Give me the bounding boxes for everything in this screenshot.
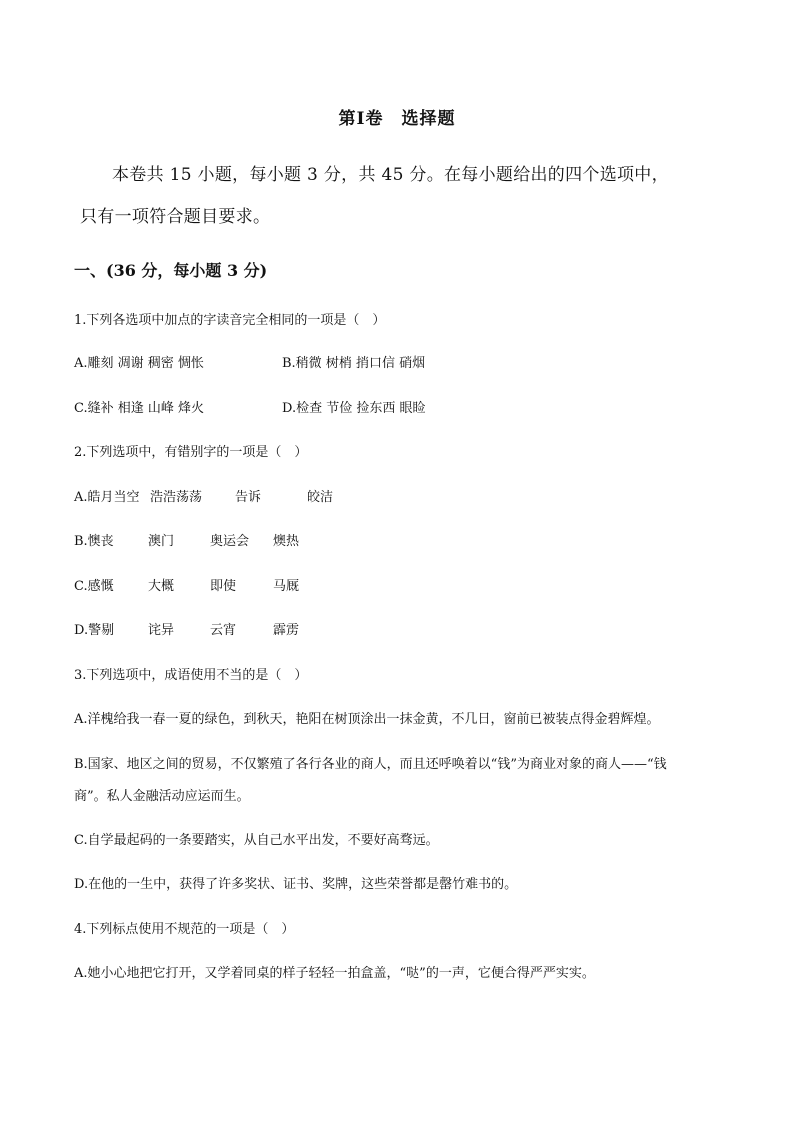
q2-a-word-4: 皎洁 [307,490,334,505]
question-3-stem: 3.下列选项中，成语使用不当的是（ ） [74,668,308,683]
q2-a-word-2: 浩浩荡荡 [150,490,203,505]
q2-b-word-3: 奥运会 [210,534,250,549]
q1-option-a: A.雕刻 凋谢 稠密 惆怅 [74,356,204,371]
q2-b-word-2: 澳门 [148,534,175,549]
q1-option-d: D.检查 节俭 捡东西 眼睑 [282,401,426,416]
q3-option-d: D.在他的一生中，获得了许多奖状、证书、奖牌，这些荣誉都是罄竹难书的。 [74,877,518,892]
q3-option-a: A.洋槐给我一春一夏的绿色，到秋天，艳阳在树顶涂出一抹金黄，不几日，窗前已被装点得金碧辉煌。 [74,712,660,727]
q2-a-word-3: 告诉 [235,490,262,505]
q3-option-b-line-2: 商”。私人金融活动应运而生。 [74,789,250,804]
q1-option-b: B.稍微 树梢 捎口信 硝烟 [282,356,426,371]
part-heading: 一、(36 分，每小题 3 分) [74,261,268,280]
q2-b-word-4: 燠热 [273,534,300,549]
q1-option-c: C.缝补 相逢 山峰 烽火 [74,401,205,416]
q2-c-word-2: 大概 [148,579,175,594]
q2-d-word-4: 霹雳 [273,623,300,638]
question-4-stem: 4.下列标点使用不规范的一项是（ ） [74,922,295,937]
q2-a-word-1: A.皓月当空 [74,490,140,505]
q2-c-word-3: 即使 [210,579,237,594]
q2-b-word-1: B.懊丧 [74,534,114,549]
section-title: 第Ⅰ卷 选择题 [338,109,456,129]
q3-option-b-line-1: B.国家、地区之间的贸易，不仅繁殖了各行各业的商人，而且还呼唤着以“钱”为商业对象的商人——“钱 [74,757,667,772]
q2-option-c [74,575,299,594]
question-1-stem: 1.下列各选项中加点的字读音完全相同的一项是（ ） [74,313,386,328]
instructions-line-1: 本卷共 15 小题，每小题 3 分，共 45 分。在每小题给出的四个选项中， [112,165,669,185]
q3-option-c: C.自学最起码的一条要踏实，从自己水平出发，不要好高骛远。 [74,833,439,848]
q2-option-a [74,486,333,505]
question-2-stem: 2.下列选项中，有错别字的一项是（ ） [74,445,308,460]
q2-c-word-4: 马厩 [273,579,300,594]
q2-d-word-2: 诧异 [148,623,175,638]
q2-option-d [74,619,299,638]
q2-option-b [74,530,299,549]
q2-d-word-3: 云宵 [210,623,237,638]
q2-c-word-1: C.感慨 [74,579,114,594]
q2-d-word-1: D.警剔 [74,623,115,638]
instructions-line-2: 只有一项符合题目要求。 [80,207,271,227]
q4-option-a: A.她小心地把它打开，又学着同桌的样子轻轻一拍盒盖，“哒”的一声，它便合得严严实实。 [74,966,595,981]
